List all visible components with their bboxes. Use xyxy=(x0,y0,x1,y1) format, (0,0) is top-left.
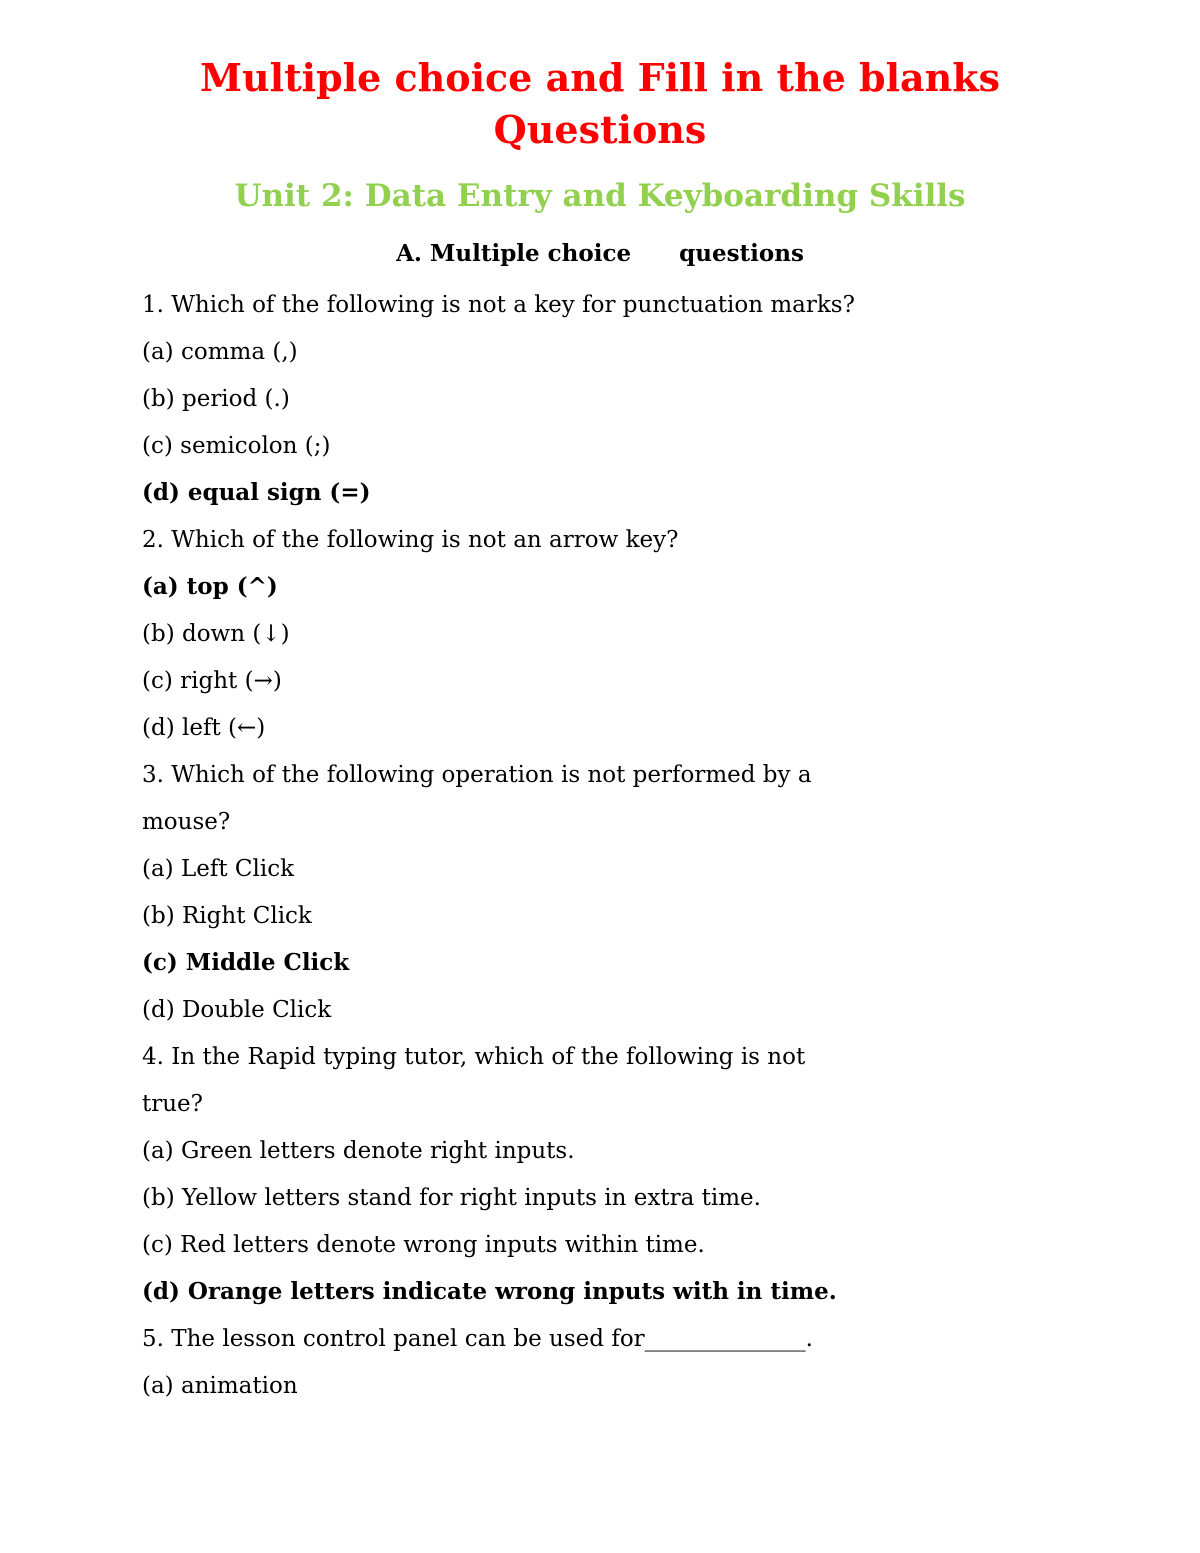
unit-subtitle: Unit 2: Data Entry and Keyboarding Skills xyxy=(234,178,966,214)
question-4-option-b: (b) Yellow letters stand for right inputs in extra time. xyxy=(142,1185,761,1211)
question-2-text: 2. Which of the following is not an arrow key? xyxy=(142,527,679,553)
question-1-option-a: (a) comma (,) xyxy=(142,339,298,365)
question-3-option-d: (d) Double Click xyxy=(142,997,332,1023)
question-4-option-c: (c) Red letters denote wrong inputs within time. xyxy=(142,1232,705,1258)
question-1-option-c: (c) semicolon (;) xyxy=(142,433,331,459)
question-3-text-line-2: mouse? xyxy=(142,809,231,835)
question-5-text: 5. The lesson control panel can be used for______________. xyxy=(142,1326,813,1352)
document-title-line-2: Questions xyxy=(493,107,707,152)
question-2-option-b: (b) down (↓) xyxy=(142,621,290,647)
section-heading: A. Multiple choice questions xyxy=(396,240,804,267)
question-3-text-line-1: 3. Which of the following operation is not performed by a xyxy=(142,762,812,788)
question-3-option-a: (a) Left Click xyxy=(142,856,295,882)
question-4-text-line-1: 4. In the Rapid typing tutor, which of the following is not xyxy=(142,1044,806,1070)
document-title-line-1: Multiple choice and Fill in the blanks xyxy=(199,55,1001,100)
question-2-option-d: (d) left (←) xyxy=(142,715,266,741)
question-1-text: 1. Which of the following is not a key for punctuation marks? xyxy=(142,292,855,318)
question-4-option-d-answer: (d) Orange letters indicate wrong inputs with in time. xyxy=(142,1278,837,1305)
question-1-option-b: (b) period (.) xyxy=(142,386,290,412)
question-5-option-a: (a) animation xyxy=(142,1373,298,1399)
question-2-option-a-answer: (a) top (^) xyxy=(142,573,278,600)
question-4-option-a: (a) Green letters denote right inputs. xyxy=(142,1138,575,1164)
question-3-option-c-answer: (c) Middle Click xyxy=(142,949,350,976)
question-4-text-line-2: true? xyxy=(142,1091,203,1117)
question-2-option-c: (c) right (→) xyxy=(142,668,282,694)
question-1-option-d-answer: (d) equal sign (=) xyxy=(142,479,371,506)
question-3-option-b: (b) Right Click xyxy=(142,903,312,929)
